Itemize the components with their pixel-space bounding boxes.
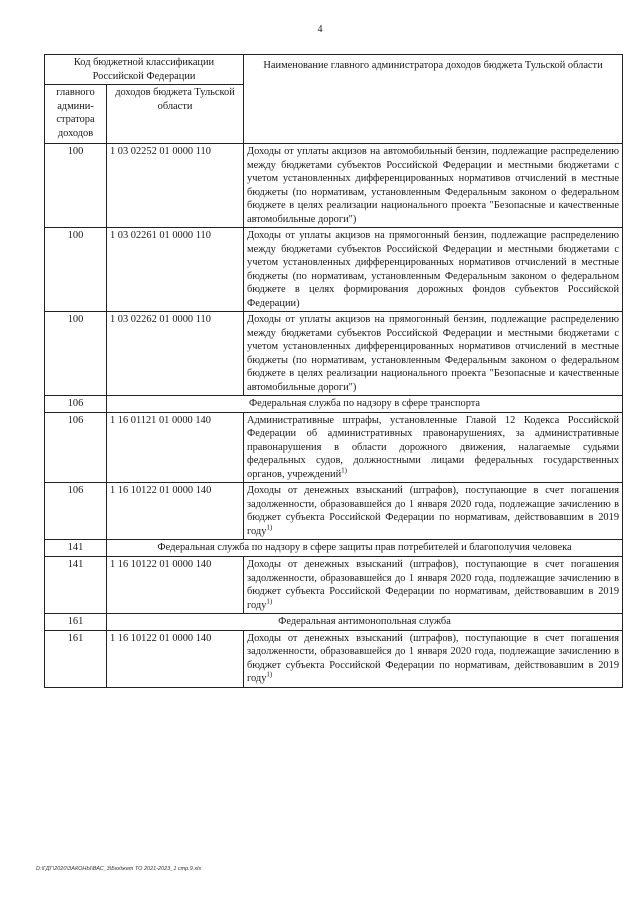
income-name-cell (244, 144, 623, 228)
table-row (45, 556, 623, 613)
table-header-row (45, 55, 623, 85)
name-header: Наименование главного администратора доходов бюджета Тульской области (244, 55, 623, 144)
income-name-text: Доходы от уплаты акцизов на прямогонный бензин, подлежащие распределению между бюджетами субъектов Российской Федерации и местными бюджетами с учетом установленных дифференцированных нормативов отчислений в местные бюджеты (по нормативам, установленным Федеральным законом о федеральном бюджете в целях реализации национального проекта "Безопасные и качественные автомобильные дороги") (247, 314, 620, 393)
agency-name-cell: Федеральная служба по надзору в сфере транспорта (107, 396, 623, 413)
admin-code-cell: 106 (45, 483, 107, 540)
admin-code-cell: 106 (45, 412, 107, 483)
income-name-cell (244, 483, 623, 540)
income-code-cell: 1 03 02262 01 0000 110 (107, 312, 244, 396)
income-code-cell: 1 03 02261 01 0000 110 (107, 228, 244, 312)
footnote-marker: 1) (266, 670, 273, 679)
agency-name-cell: Федеральная служба по надзору в сфере защиты прав потребителей и благополучия человека (107, 540, 623, 557)
income-name-text: Административные штрафы, установленные Главой 12 Кодекса Российской Федерации об административных правонарушениях, за административные правонарушения в области дорожного движения, налагаемые судьями федеральных судов, должностными лицами федеральных государственных органов, учреждений (247, 414, 620, 480)
table-row (45, 412, 623, 483)
table-row (45, 228, 623, 312)
agency-row (45, 540, 623, 557)
file-path-footer: D:\ГДГ\2020\ЗАКОНЫ\ВАС_3\Бюджет ТО 2021-2023_1 стр.9.xls (36, 866, 202, 872)
admin-code-cell: 100 (45, 144, 107, 228)
agency-name-cell: Федеральная антимонопольная служба (107, 614, 623, 631)
agency-row (45, 396, 623, 413)
admin-code-cell: 161 (45, 630, 107, 687)
table-row (45, 312, 623, 396)
footnote-marker: 1) (266, 523, 273, 532)
table-body (45, 144, 623, 688)
income-code-cell: 1 16 10122 01 0000 140 (107, 483, 244, 540)
admin-code-cell: 141 (45, 540, 107, 557)
income-name-text: Доходы от уплаты акцизов на автомобильный бензин, подлежащие распределению между бюджетами субъектов Российской Федерации и местными бюджетами с учетом установленных дифференцированных нормативов отчислений в местные бюджеты (по нормативам, установленным Федеральным законом о федеральном бюджете в целях реализации национального проекта "Безопасные и качественные автомобильные дороги") (247, 146, 620, 225)
table-row (45, 483, 623, 540)
admin-subheader: главного админи-стратора доходов (45, 85, 107, 144)
income-name-text: Доходы от денежных взысканий (штрафов), поступающие в счет погашения задолженности, образовавшейся до 1 января 2020 года, подлежащие зачислению в бюджет субъекта Российской Федерации по нормативам, действовавшим в 2019 году (247, 485, 620, 537)
admin-code-cell: 161 (45, 614, 107, 631)
admin-code-cell: 100 (45, 228, 107, 312)
income-name-text: Доходы от денежных взысканий (штрафов), поступающие в счет погашения задолженности, образовавшейся до 1 января 2020 года, подлежащие зачислению в бюджет субъекта Российской Федерации по нормативам, действовавшим в 2019 году (247, 558, 620, 611)
kbk-header: Код бюджетной классификации Российской Федерации (45, 55, 244, 85)
income-name-text: Доходы от уплаты акцизов на прямогонный бензин, подлежащие распределению между бюджетами субъектов Российской Федерации и местными бюджетами с учетом установленных дифференцированных нормативов отчислений в местные бюджеты (по нормативам, установленным Федеральным законом о федеральном бюджете в целях формирования дорожных фондов субъектов Российской Федерации) (247, 230, 620, 309)
income-name-cell (244, 228, 623, 312)
income-code-cell: 1 16 10122 01 0000 140 (107, 630, 244, 687)
income-name-cell (244, 556, 623, 613)
admin-code-cell: 141 (45, 556, 107, 613)
income-name-cell (244, 630, 623, 687)
income-code-cell: 1 16 01121 01 0000 140 (107, 412, 244, 483)
income-subheader: доходов бюджета Тульской области (107, 85, 244, 144)
table-row (45, 144, 623, 228)
income-code-cell: 1 03 02252 01 0000 110 (107, 144, 244, 228)
footnote-marker: 1) (266, 597, 273, 606)
admin-code-cell: 106 (45, 396, 107, 413)
footnote-marker: 1) (341, 466, 347, 475)
income-name-cell (244, 312, 623, 396)
admin-code-cell: 100 (45, 312, 107, 396)
budget-classification-table (44, 54, 623, 688)
agency-row (45, 614, 623, 631)
income-name-text: Доходы от денежных взысканий (штрафов), поступающие в счет погашения задолженности, образовавшейся до 1 января 2020 года, подлежащие зачислению в бюджет субъекта Российской Федерации по нормативам, действовавшим в 2019 году (247, 632, 620, 685)
page-number: 4 (317, 24, 323, 35)
income-code-cell: 1 16 10122 01 0000 140 (107, 556, 244, 613)
table-row (45, 630, 623, 687)
income-name-cell (244, 412, 623, 483)
